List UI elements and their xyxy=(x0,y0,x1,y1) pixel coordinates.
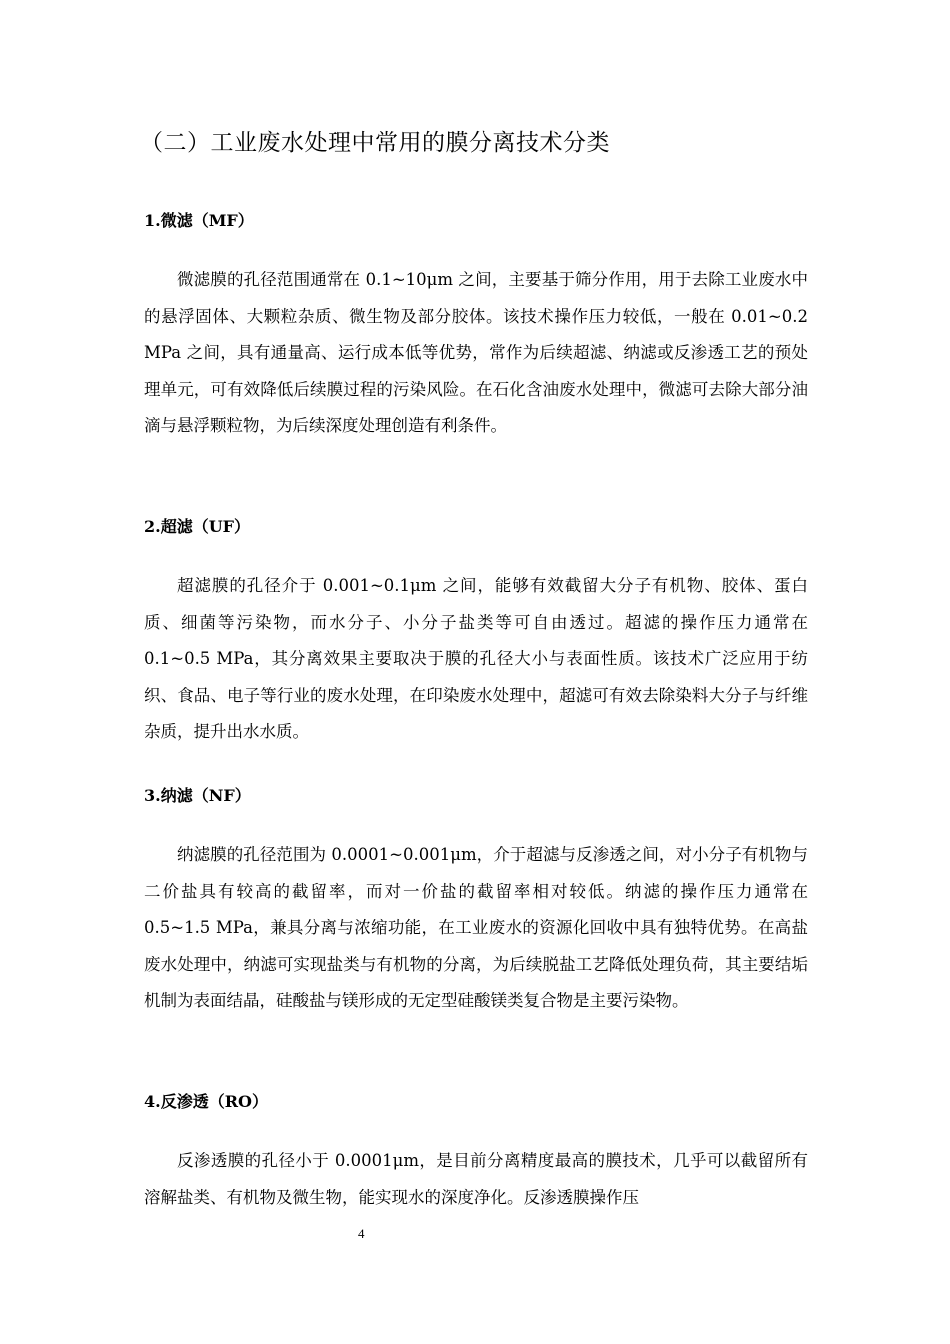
paragraph-microfiltration: 微滤膜的孔径范围通常在 0.1~10μm 之间，主要基于筛分作用，用于去除工业废水中的悬浮固体、大颗粒杂质、微生物及部分胶体。该技术操作压力较低，一般在 0.01~0.2 MPa 之间，具有通量高、运行成本低等优势，常作为后续超滤、纳滤或反渗透工艺的预处理单元，可有效降低后续膜过程的污染风险。在石化含油废水处理中，微滤可去除大部分油滴与悬浮颗粒物，为后续深度处理创造有利条件。 xyxy=(144,270,808,436)
paragraph-ultrafiltration: 超滤膜的孔径介于 0.001~0.1μm 之间，能够有效截留大分子有机物、胶体、蛋白质、细菌等污染物，而水分子、小分子盐类等可自由透过。超滤的操作压力通常在 0.1~0.5 MPa，其分离效果主要取决于膜的孔径大小与表面性质。该技术广泛应用于纺织、食品、电子等行业的废水处理，在印染废水处理中，超滤可有效去除染料大分子与纤维杂质，提升出水水质。 xyxy=(144,576,808,742)
heading-ultrafiltration: 2.超滤（UF） xyxy=(144,517,251,536)
heading-microfiltration: 1.微滤（MF） xyxy=(144,211,254,230)
heading-nanofiltration: 3.纳滤（NF） xyxy=(144,786,251,805)
section-title: （二）工业废水处理中常用的膜分离技术分类 xyxy=(140,130,610,156)
paragraph-nanofiltration: 纳滤膜的孔径范围为 0.0001~0.001μm，介于超滤与反渗透之间，对小分子有机物与二价盐具有较高的截留率，而对一价盐的截留率相对较低。纳滤的操作压力通常在 0.5~1.5 MPa，兼具分离与浓缩功能，在工业废水的资源化回收中具有独特优势。在高盐废水处理中，纳滤可实现盐类与有机物的分离，为后续脱盐工艺降低处理负荷，其主要结垢机制为表面结晶，硅酸盐与镁形成的无定型硅酸镁类复合物是主要污染物。 xyxy=(144,845,808,1011)
heading-reverse-osmosis: 4.反渗透（RO） xyxy=(144,1092,268,1111)
page-number: 4 xyxy=(358,1226,365,1241)
paragraph-reverse-osmosis: 反渗透膜的孔径小于 0.0001μm，是目前分离精度最高的膜技术，几乎可以截留所有溶解盐类、有机物及微生物，能实现水的深度净化。反渗透膜操作压 xyxy=(144,1151,808,1207)
